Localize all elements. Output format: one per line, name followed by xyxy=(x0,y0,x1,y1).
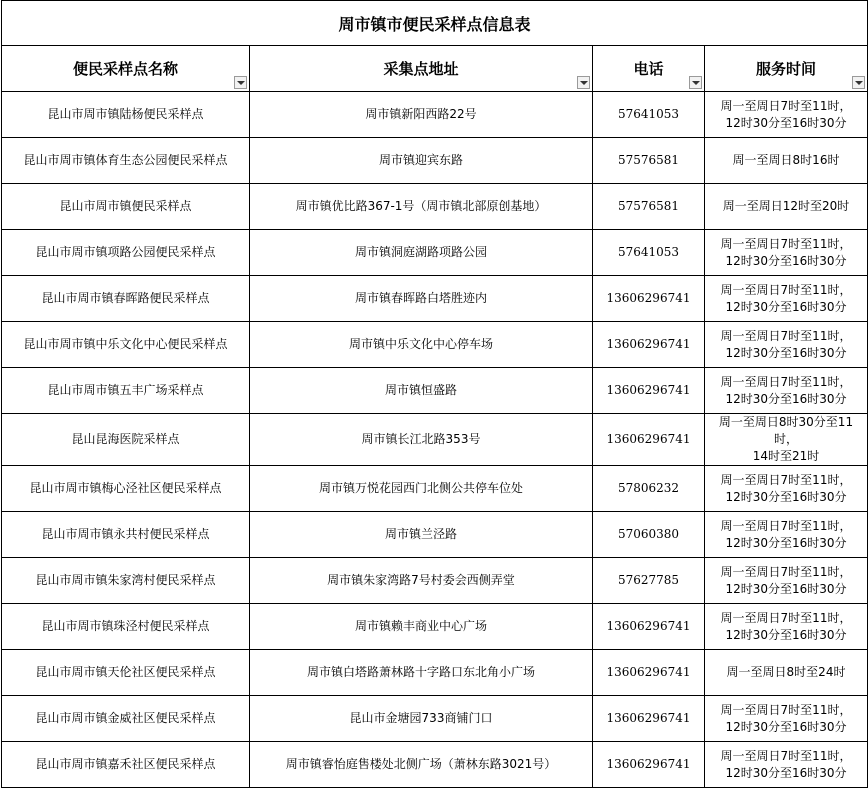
cell-name: 昆山市周市镇便民采样点 xyxy=(2,184,250,230)
cell-name: 昆山市周市镇春晖路便民采样点 xyxy=(2,276,250,322)
cell-name: 昆山市周市镇嘉禾社区便民采样点 xyxy=(2,742,250,788)
table-title: 周市镇市便民采样点信息表 xyxy=(2,1,868,46)
cell-address: 周市镇万悦花园西门北侧公共停车位处 xyxy=(250,466,593,512)
table-row xyxy=(2,230,868,276)
cell-address: 周市镇睿怡庭售楼处北侧广场（萧林东路3021号） xyxy=(250,742,593,788)
cell-name: 昆山市周市镇珠泾村便民采样点 xyxy=(2,604,250,650)
title-row xyxy=(2,1,868,46)
header-name xyxy=(2,46,250,92)
header-phone xyxy=(593,46,705,92)
header-address-label: 采集点地址 xyxy=(383,60,459,78)
table-row xyxy=(2,184,868,230)
header-hours-label: 服务时间 xyxy=(756,60,817,78)
cell-address: 周市镇迎宾东路 xyxy=(250,138,593,184)
table-row xyxy=(2,742,868,788)
cell-phone: 13606296741 xyxy=(593,322,705,368)
header-phone-label: 电话 xyxy=(633,60,664,78)
cell-address: 周市镇优比路367-1号（周市镇北部原创基地） xyxy=(250,184,593,230)
cell-address: 周市镇长江北路353号 xyxy=(250,414,593,466)
cell-phone: 57627785 xyxy=(593,558,705,604)
cell-address: 周市镇恒盛路 xyxy=(250,368,593,414)
cell-phone: 57576581 xyxy=(593,138,705,184)
table-row xyxy=(2,92,868,138)
cell-hours: 周一至周日12时至20时 xyxy=(705,184,868,230)
header-row xyxy=(2,46,868,92)
cell-phone: 57576581 xyxy=(593,184,705,230)
filter-dropdown-icon[interactable] xyxy=(577,76,590,89)
cell-hours: 周一至周日7时至11时， 12时30分至16时30分 xyxy=(705,276,868,322)
cell-name: 昆山市周市镇天伦社区便民采样点 xyxy=(2,650,250,696)
cell-hours: 周一至周日7时至11时， 12时30分至16时30分 xyxy=(705,558,868,604)
cell-phone: 57806232 xyxy=(593,466,705,512)
table-row xyxy=(2,558,868,604)
cell-name: 昆山市周市镇永共村便民采样点 xyxy=(2,512,250,558)
cell-name: 昆山市周市镇项路公园便民采样点 xyxy=(2,230,250,276)
cell-hours: 周一至周日7时至11时， 12时30分至16时30分 xyxy=(705,696,868,742)
cell-hours: 周一至周日8时30分至11 时， 14时至21时 xyxy=(705,414,868,466)
cell-address: 周市镇中乐文化中心停车场 xyxy=(250,322,593,368)
cell-phone: 13606296741 xyxy=(593,414,705,466)
table-row xyxy=(2,604,868,650)
header-name-label: 便民采样点名称 xyxy=(72,60,178,78)
cell-phone: 13606296741 xyxy=(593,276,705,322)
cell-phone: 13606296741 xyxy=(593,650,705,696)
cell-hours: 周一至周日7时至11时， 12时30分至16时30分 xyxy=(705,230,868,276)
cell-name: 昆山市周市镇金威社区便民采样点 xyxy=(2,696,250,742)
header-address xyxy=(250,46,593,92)
cell-phone: 57641053 xyxy=(593,230,705,276)
table-row xyxy=(2,276,868,322)
table-row xyxy=(2,650,868,696)
cell-address: 周市镇白塔路萧林路十字路口东北角小广场 xyxy=(250,650,593,696)
cell-phone: 57060380 xyxy=(593,512,705,558)
cell-name: 昆山市周市镇中乐文化中心便民采样点 xyxy=(2,322,250,368)
table-row xyxy=(2,414,868,466)
filter-dropdown-icon[interactable] xyxy=(234,76,247,89)
cell-name: 昆山市周市镇梅心泾社区便民采样点 xyxy=(2,466,250,512)
cell-phone: 13606296741 xyxy=(593,696,705,742)
cell-address: 周市镇洞庭湖路项路公园 xyxy=(250,230,593,276)
cell-address: 周市镇赖丰商业中心广场 xyxy=(250,604,593,650)
cell-phone: 13606296741 xyxy=(593,742,705,788)
table-row xyxy=(2,138,868,184)
table-row xyxy=(2,466,868,512)
cell-address: 周市镇兰泾路 xyxy=(250,512,593,558)
cell-name: 昆山市周市镇陆杨便民采样点 xyxy=(2,92,250,138)
cell-name: 昆山市周市镇体育生态公园便民采样点 xyxy=(2,138,250,184)
cell-hours: 周一至周日7时至11时， 12时30分至16时30分 xyxy=(705,512,868,558)
cell-name: 昆山昆海医院采样点 xyxy=(2,414,250,466)
cell-address: 周市镇朱家湾路7号村委会西侧弄堂 xyxy=(250,558,593,604)
cell-address: 周市镇春晖路白塔胜迹内 xyxy=(250,276,593,322)
table-row xyxy=(2,368,868,414)
table-row xyxy=(2,696,868,742)
cell-hours: 周一至周日7时至11时， 12时30分至16时30分 xyxy=(705,604,868,650)
cell-phone: 13606296741 xyxy=(593,368,705,414)
cell-name: 昆山市周市镇五丰广场采样点 xyxy=(2,368,250,414)
table-body xyxy=(2,92,868,788)
header-hours xyxy=(705,46,868,92)
cell-name: 昆山市周市镇朱家湾村便民采样点 xyxy=(2,558,250,604)
cell-hours: 周一至周日7时至11时， 12时30分至16时30分 xyxy=(705,742,868,788)
cell-hours: 周一至周日7时至11时， 12时30分至16时30分 xyxy=(705,368,868,414)
cell-phone: 57641053 xyxy=(593,92,705,138)
cell-hours: 周一至周日8时16时 xyxy=(705,138,868,184)
cell-phone: 13606296741 xyxy=(593,604,705,650)
cell-hours: 周一至周日7时至11时， 12时30分至16时30分 xyxy=(705,92,868,138)
cell-hours: 周一至周日8时至24时 xyxy=(705,650,868,696)
filter-dropdown-icon[interactable] xyxy=(852,76,865,89)
cell-address: 周市镇新阳西路22号 xyxy=(250,92,593,138)
table-row xyxy=(2,322,868,368)
sampling-points-table xyxy=(1,0,868,788)
cell-address: 昆山市金塘园733商铺门口 xyxy=(250,696,593,742)
table-row xyxy=(2,512,868,558)
cell-hours: 周一至周日7时至11时， 12时30分至16时30分 xyxy=(705,322,868,368)
filter-dropdown-icon[interactable] xyxy=(689,76,702,89)
cell-hours: 周一至周日7时至11时， 12时30分至16时30分 xyxy=(705,466,868,512)
